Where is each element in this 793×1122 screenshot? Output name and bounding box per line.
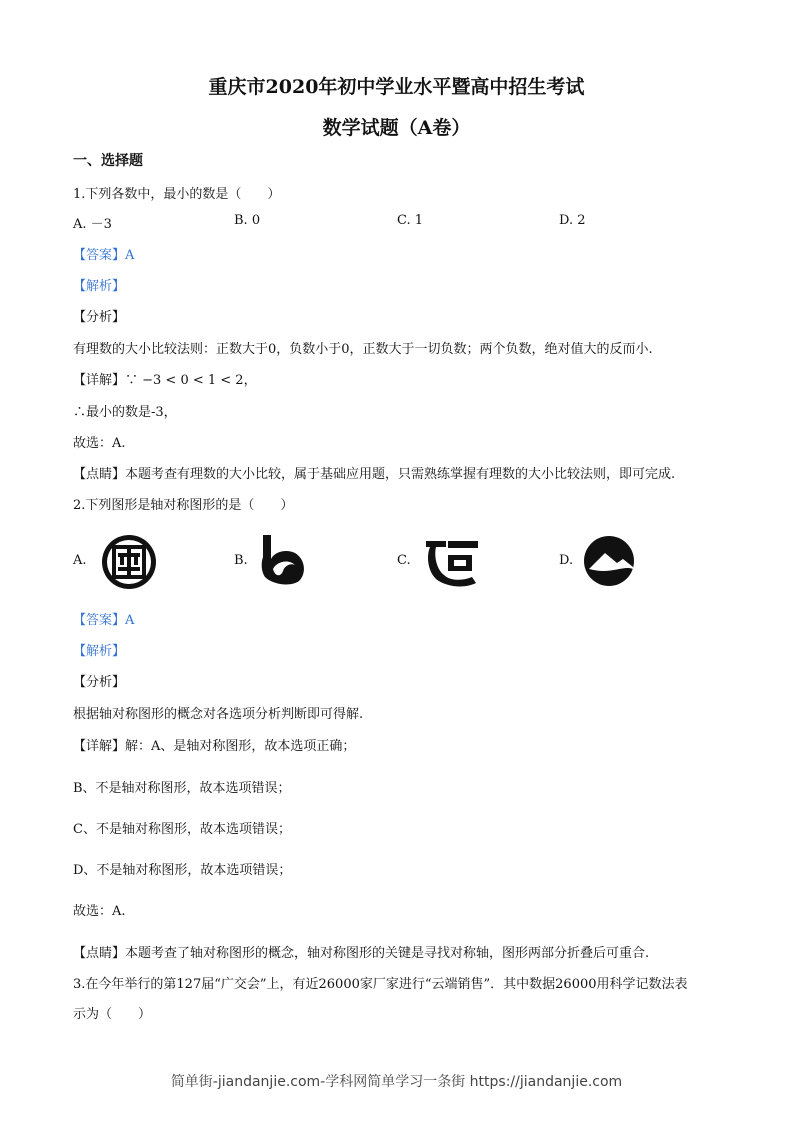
q2-option-a-label: A. bbox=[73, 553, 87, 568]
q1-stem: 1.下列各数中，最小的数是（ ） bbox=[73, 187, 281, 202]
q2-figure-c-rail-logo-icon bbox=[422, 535, 482, 587]
q2-analysis-tag: 【解析】 bbox=[73, 644, 126, 659]
q1-detail: 【详解】∵ −3 < 0 < 1 < 2， bbox=[73, 373, 257, 388]
q1-choice: 故选：A. bbox=[73, 436, 126, 451]
q1-option-a: A. －3 bbox=[73, 217, 112, 232]
page-subtitle: 数学试题（A卷） bbox=[322, 117, 471, 139]
q2-detail: 【详解】解：A、是轴对称图形，故本选项正确； bbox=[73, 739, 356, 754]
q2-option-d-label: D. bbox=[559, 553, 574, 568]
q1-analysis-tag: 【解析】 bbox=[73, 279, 126, 294]
q2-choice: 故选：A. bbox=[73, 904, 126, 919]
q3-stem-line-1: 3.在今年举行的第127届“广交会”上，有近26000家厂家进行“云端销售”．其中数据26000用科学记数法表 bbox=[73, 977, 688, 992]
q2-figure-d-mountain-logo-icon bbox=[583, 535, 635, 587]
q2-option-c-note: C、不是轴对称图形，故本选项错误； bbox=[73, 822, 291, 837]
q1-option-c: C. 1 bbox=[397, 213, 424, 228]
q1-fenxi-tag: 【分析】 bbox=[73, 310, 126, 325]
q2-stem: 2.下列图形是轴对称图形的是（ ） bbox=[73, 498, 294, 513]
q3-stem-line-2: 示为（ ） bbox=[73, 1007, 152, 1022]
page-title: 重庆市2020年初中学业水平暨高中招生考试 bbox=[208, 76, 585, 98]
q2-option-b-note: B、不是轴对称图形，故本选项错误； bbox=[73, 781, 291, 796]
q2-option-d-note: D、不是轴对称图形，故本选项错误； bbox=[73, 863, 292, 878]
q1-fenxi-text: 有理数的大小比较法则：正数大于0，负数小于0，正数大于一切负数；两个负数，绝对值大的反而小. bbox=[73, 342, 653, 357]
q2-figure-b-swirl-logo-icon bbox=[257, 533, 309, 585]
q2-fenxi-tag: 【分析】 bbox=[73, 675, 126, 690]
q2-option-c-label: C. bbox=[397, 553, 411, 568]
q1-option-b: B. 0 bbox=[234, 213, 261, 228]
q2-figure-a-coin-logo-icon bbox=[100, 533, 158, 591]
q1-dianjing: 【点睛】本题考查有理数的大小比较，属于基础应用题，只需熟练掌握有理数的大小比较法则，即可完成. bbox=[73, 467, 676, 482]
q1-conclusion: ∴最小的数是-3， bbox=[73, 405, 177, 420]
q2-dianjing: 【点睛】本题考查了轴对称图形的概念，轴对称图形的关键是寻找对称轴，图形两部分折叠后可重合. bbox=[73, 946, 650, 961]
q2-fenxi-text: 根据轴对称图形的概念对各选项分析判断即可得解. bbox=[73, 707, 364, 722]
q1-option-d: D. 2 bbox=[559, 213, 586, 228]
section-heading: 一、选择题 bbox=[73, 153, 143, 169]
q1-answer: 【答案】A bbox=[73, 248, 135, 263]
page-footer: 简单街-jiandanjie.com-学科网简单学习一条街 https://jiandanjie.com bbox=[170, 1074, 623, 1090]
q2-option-b-label: B. bbox=[234, 553, 248, 568]
q2-answer: 【答案】A bbox=[73, 613, 135, 628]
